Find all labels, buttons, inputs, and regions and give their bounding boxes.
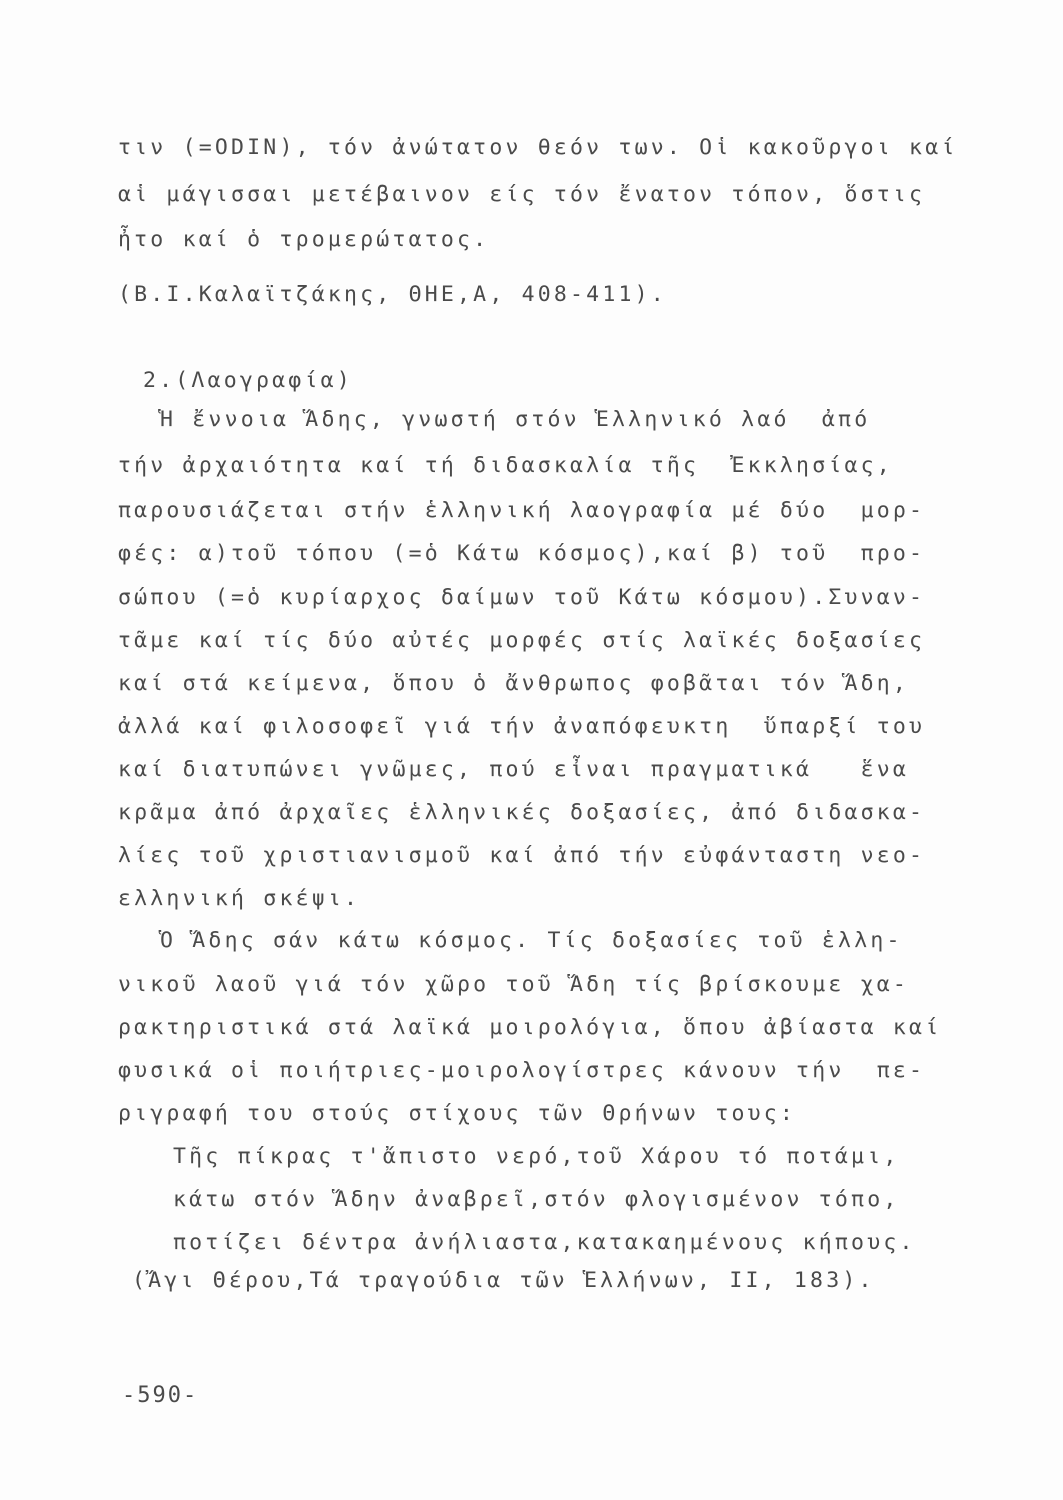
text-line-2: αἱ μάγισσαι μετέβαινον είς τόν ἔνατον τόπον, ὅστις (118, 182, 926, 207)
text-line-11: τᾶμε καί τίς δύο αὐτές μορφές στίς λαϊκές δοξασίες (118, 628, 926, 653)
text-line-14: καί διατυπώνει γνῶμες, πού εἶναι πραγματικά ἕνα (118, 757, 910, 782)
text-line-19: νικοῦ λαοῦ γιά τόν χῶρο τοῦ Ἅδη τίς βρίσκουμε χα- (118, 972, 910, 997)
text-line-13: ἀλλά καί φιλοσοφεῖ γιά τήν ἀναπόφευκτη ὕπαρξί του (118, 714, 926, 739)
poem-citation: (Ἄγι Θέρου,Τά τραγούδια τῶν Ἑλλήνων, ΙΙ, 183). (132, 1268, 875, 1293)
section-heading: 2.(Λαογραφία) (143, 368, 353, 393)
text-line-22: ριγραφή του στούς στίχους τῶν Θρήνων τους: (118, 1101, 797, 1126)
citation-line: (Β.Ι.Καλαϊτζάκης, ΘΗΕ,Α, 408-411). (118, 282, 667, 307)
text-line-1: τιν (=ODIN), τόν ἀνώτατον θεόν των. Οἱ κακοῦργοι καί (118, 135, 958, 160)
text-line-21: φυσικά οἱ ποιήτριες-μοιρολογίστρες κάνουν τήν πε- (118, 1058, 926, 1083)
text-line-20: ρακτηριστικά στά λαϊκά μοιρολόγια, ὅπου ἀβίαστα καί (118, 1015, 942, 1040)
text-line-9: φές: α)τοῦ τόπου (=ὁ Κάτω κόσμος),καί β) τοῦ προ- (118, 541, 926, 566)
text-line-16: λίες τοῦ χριστιανισμοῦ καί ἀπό τήν εὐφάνταστη νεο- (118, 843, 926, 868)
text-line-10: σώπου (=ὁ κυρίαρχος δαίμων τοῦ Κάτω κόσμου).Συναν- (118, 585, 926, 610)
poem-line-2: κάτω στόν Ἅδην ἀναβρεῖ,στόν φλογισμένον τόπο, (173, 1187, 900, 1212)
text-line-15: κρᾶμα ἀπό ἀρχαῖες ἑλληνικές δοξασίες, ἀπό διδασκα- (118, 800, 926, 825)
text-line-17: ελληνική σκέψι. (118, 886, 361, 911)
text-line-8: παρουσιάζεται στήν ἑλληνική λαογραφία μέ δύο μορ- (118, 498, 926, 523)
page-number: -590- (122, 1383, 199, 1408)
poem-line-3: ποτίζει δέντρα ἀνήλιαστα,κατακαημένους κήπους. (173, 1230, 916, 1255)
text-line-7: τήν ἀρχαιότητα καί τή διδασκαλία τῆς Ἐκκλησίας, (118, 453, 893, 478)
poem-line-1: Τῆς πίκρας τ'ἄπιστο νερό,τοῦ Χάρου τό ποτάμι, (173, 1144, 900, 1169)
text-line-6: Ἡ ἔννοια Ἅδης, γνωστή στόν Ἑλληνικό λαό ἀπό (160, 407, 871, 432)
text-line-12: καί στά κείμενα, ὅπου ὁ ἄνθρωπος φοβᾶται τόν Ἅδη, (118, 671, 910, 696)
text-line-3: ἦτο καί ὁ τρομερώτατος. (118, 227, 490, 252)
text-line-18: Ὁ Ἅδης σάν κάτω κόσμος. Τίς δοξασίες τοῦ ἑλλη- (160, 928, 903, 953)
